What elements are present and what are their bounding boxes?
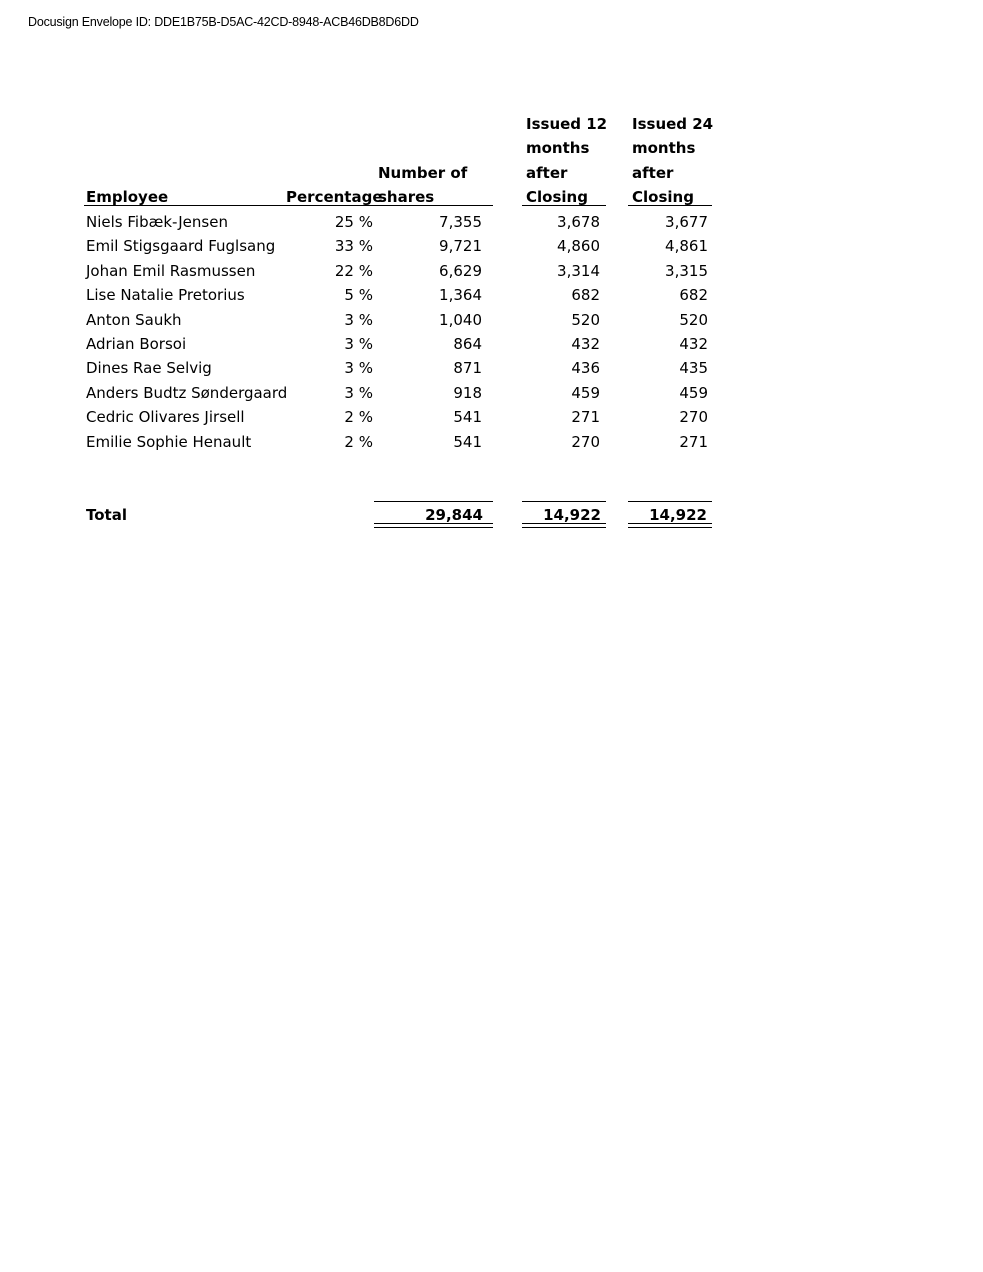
- cell-shares: 541: [453, 408, 482, 427]
- cell-shares: 7,355: [439, 213, 482, 231]
- total-double-rule-shares: [374, 523, 493, 528]
- header-issued12-line1: Issued 12: [526, 115, 608, 133]
- total-issued24: 14,922: [649, 506, 707, 524]
- cell-issued12: 459: [571, 383, 600, 402]
- header-issued24-line3: after: [632, 164, 674, 182]
- cell-issued12: 520: [571, 310, 600, 329]
- cell-employee: Johan Emil Rasmussen: [86, 261, 256, 280]
- cell-shares: 1,040: [439, 310, 482, 329]
- cell-issued12: 3,678: [557, 213, 600, 231]
- cell-employee: Niels Fibæk-Jensen: [86, 213, 228, 231]
- share-allocation-table: [0, 0, 983, 600]
- cell-issued12: 270: [571, 432, 600, 451]
- header-issued12-line2: months: [526, 139, 590, 157]
- cell-issued12: 271: [571, 408, 600, 427]
- total-issued12: 14,922: [543, 506, 601, 524]
- cell-shares: 864: [453, 335, 482, 353]
- envelope-id: Docusign Envelope ID: DDE1B75B-D5AC-42CD-8948-ACB46DB8D6DD: [28, 15, 419, 29]
- header-issued12-line3: after: [526, 164, 568, 182]
- cell-shares: 871: [453, 359, 482, 378]
- cell-percentage: 3 %: [344, 310, 373, 329]
- cell-employee: Adrian Borsoi: [86, 335, 187, 353]
- header-issued24-line2: months: [632, 139, 696, 157]
- cell-percentage: 3 %: [344, 383, 373, 402]
- total-double-rule-issued12: [522, 523, 606, 528]
- cell-issued24: 432: [679, 335, 708, 353]
- cell-employee: Dines Rae Selvig: [86, 359, 212, 378]
- header-issued24-line1: Issued 24: [632, 115, 714, 133]
- cell-issued24: 682: [679, 286, 708, 305]
- cell-issued24: 520: [679, 310, 708, 329]
- cell-percentage: 5 %: [344, 286, 373, 305]
- cell-issued24: 459: [679, 383, 708, 402]
- header-employee: Employee: [86, 188, 169, 206]
- cell-percentage: 2 %: [344, 408, 373, 427]
- total-shares: 29,844: [425, 506, 483, 524]
- cell-issued12: 3,314: [557, 261, 600, 280]
- cell-employee: Lise Natalie Pretorius: [86, 286, 245, 305]
- cell-issued24: 3,677: [665, 213, 708, 231]
- cell-issued24: 435: [679, 359, 708, 378]
- cell-employee: Anton Saukh: [86, 310, 182, 329]
- cell-issued24: 270: [679, 408, 708, 427]
- total-top-rule-shares: [374, 501, 493, 502]
- cell-employee: Cedric Olivares Jirsell: [86, 408, 245, 427]
- cell-shares: 918: [453, 383, 482, 402]
- header-underline-issued24: [628, 205, 712, 206]
- cell-employee: Anders Budtz Søndergaard: [86, 383, 288, 402]
- cell-percentage: 22 %: [334, 261, 373, 280]
- cell-employee: Emilie Sophie Henault: [86, 432, 252, 451]
- total-top-rule-issued24: [628, 501, 712, 502]
- cell-issued12: 682: [571, 286, 600, 305]
- header-underline-main: [84, 205, 493, 206]
- header-shares-line2: shares: [378, 188, 435, 206]
- cell-shares: 6,629: [439, 261, 482, 280]
- cell-shares: 1,364: [439, 286, 482, 305]
- header-issued24-line4: Closing: [632, 188, 694, 206]
- cell-issued24: 3,315: [665, 261, 708, 280]
- cell-percentage: 2 %: [344, 432, 373, 451]
- cell-percentage: 25 %: [334, 213, 373, 231]
- cell-shares: 9,721: [439, 237, 482, 256]
- cell-issued24: 271: [679, 432, 708, 451]
- total-double-rule-issued24: [628, 523, 712, 528]
- header-underline-issued12: [522, 205, 606, 206]
- cell-percentage: 3 %: [344, 335, 373, 353]
- cell-percentage: 33 %: [334, 237, 373, 256]
- header-issued12-line4: Closing: [526, 188, 588, 206]
- cell-issued12: 4,860: [557, 237, 600, 256]
- cell-issued24: 4,861: [665, 237, 708, 256]
- header-shares-line1: Number of: [378, 164, 468, 182]
- cell-employee: Emil Stigsgaard Fuglsang: [86, 237, 276, 256]
- header-percentage: Percentage: [286, 188, 383, 206]
- cell-shares: 541: [453, 432, 482, 451]
- cell-issued12: 432: [571, 335, 600, 353]
- total-top-rule-issued12: [522, 501, 606, 502]
- total-label: Total: [86, 506, 127, 524]
- cell-percentage: 3 %: [344, 359, 373, 378]
- cell-issued12: 436: [571, 359, 600, 378]
